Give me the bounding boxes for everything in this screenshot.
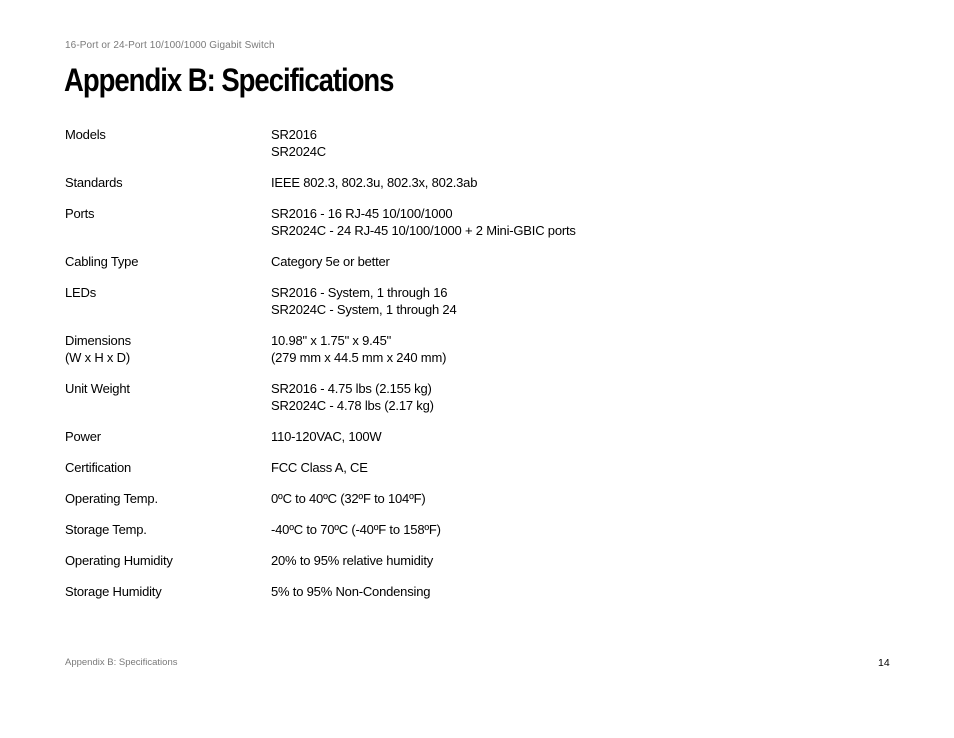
spec-value	[271, 521, 685, 538]
spec-value-line: (279 mm x 44.5 mm x 240 mm)	[271, 350, 447, 365]
spec-value-line: 20% to 95% relative humidity	[271, 553, 434, 568]
spec-label-line: Models	[65, 127, 106, 142]
spec-value-line: 5% to 95% Non-Condensing	[271, 584, 431, 599]
spec-value	[271, 459, 685, 476]
spec-row	[65, 552, 685, 569]
spec-value	[271, 174, 685, 191]
spec-value	[271, 583, 685, 600]
spec-label	[65, 332, 271, 366]
spec-label-line: (W x H x D)	[65, 350, 130, 365]
spec-label-line: Power	[65, 429, 101, 444]
spec-value-line: 0ºC to 40ºC (32ºF to 104ºF)	[271, 491, 426, 506]
page-title: Appendix B: Specifications	[64, 62, 394, 98]
spec-value-line: SR2016 - 4.75 lbs (2.155 kg)	[271, 381, 432, 396]
spec-label-line: Ports	[65, 206, 95, 221]
spec-value	[271, 284, 685, 318]
spec-label	[65, 521, 271, 538]
running-header: 16-Port or 24-Port 10/100/1000 Gigabit Switch	[65, 40, 275, 51]
spec-label-line: Standards	[65, 175, 123, 190]
spec-value-line: SR2024C	[271, 144, 326, 159]
spec-row	[65, 380, 685, 414]
spec-label	[65, 284, 271, 318]
spec-row	[65, 490, 685, 507]
spec-row	[65, 205, 685, 239]
spec-value	[271, 253, 685, 270]
spec-value-line: SR2024C - 4.78 lbs (2.17 kg)	[271, 398, 434, 413]
spec-label	[65, 552, 271, 569]
spec-value-line: FCC Class A, CE	[271, 460, 368, 475]
spec-label	[65, 126, 271, 160]
spec-row	[65, 174, 685, 191]
spec-label	[65, 380, 271, 414]
spec-label	[65, 174, 271, 191]
spec-label-line: Operating Temp.	[65, 491, 158, 506]
spec-row	[65, 253, 685, 270]
spec-value-line: SR2016 - System, 1 through 16	[271, 285, 448, 300]
spec-label-line: Cabling Type	[65, 254, 139, 269]
running-footer: Appendix B: Specifications	[65, 657, 178, 668]
spec-row	[65, 521, 685, 538]
spec-value-line: SR2024C - 24 RJ-45 10/100/1000 + 2 Mini-GBIC ports	[271, 223, 576, 238]
spec-value	[271, 332, 685, 366]
spec-label	[65, 205, 271, 239]
spec-value	[271, 552, 685, 569]
spec-row	[65, 332, 685, 366]
spec-row	[65, 126, 685, 160]
spec-value	[271, 490, 685, 507]
spec-row	[65, 459, 685, 476]
spec-label	[65, 490, 271, 507]
spec-label	[65, 253, 271, 270]
spec-value-line: SR2016	[271, 127, 317, 142]
spec-value	[271, 380, 685, 414]
spec-label-line: Unit Weight	[65, 381, 130, 396]
spec-label	[65, 459, 271, 476]
spec-value	[271, 428, 685, 445]
spec-value-line: Category 5e or better	[271, 254, 390, 269]
spec-row	[65, 428, 685, 445]
spec-label-line: Certification	[65, 460, 132, 475]
spec-value	[271, 205, 685, 239]
spec-value-line: IEEE 802.3, 802.3u, 802.3x, 802.3ab	[271, 175, 478, 190]
spec-label-line: Operating Humidity	[65, 553, 173, 568]
spec-label-line: LEDs	[65, 285, 96, 300]
spec-value-line: SR2024C - System, 1 through 24	[271, 302, 457, 317]
spec-value	[271, 126, 685, 160]
spec-row	[65, 583, 685, 600]
spec-label-line: Storage Humidity	[65, 584, 162, 599]
spec-value-line: 110-120VAC, 100W	[271, 429, 382, 444]
spec-label-line: Storage Temp.	[65, 522, 147, 537]
page-number: 14	[878, 657, 890, 669]
spec-label	[65, 428, 271, 445]
spec-label	[65, 583, 271, 600]
spec-value-line: -40ºC to 70ºC (-40ºF to 158ºF)	[271, 522, 441, 537]
spec-label-line: Dimensions	[65, 333, 131, 348]
specifications-table	[65, 126, 685, 614]
spec-row	[65, 284, 685, 318]
spec-value-line: SR2016 - 16 RJ-45 10/100/1000	[271, 206, 453, 221]
spec-value-line: 10.98" x 1.75" x 9.45"	[271, 333, 392, 348]
